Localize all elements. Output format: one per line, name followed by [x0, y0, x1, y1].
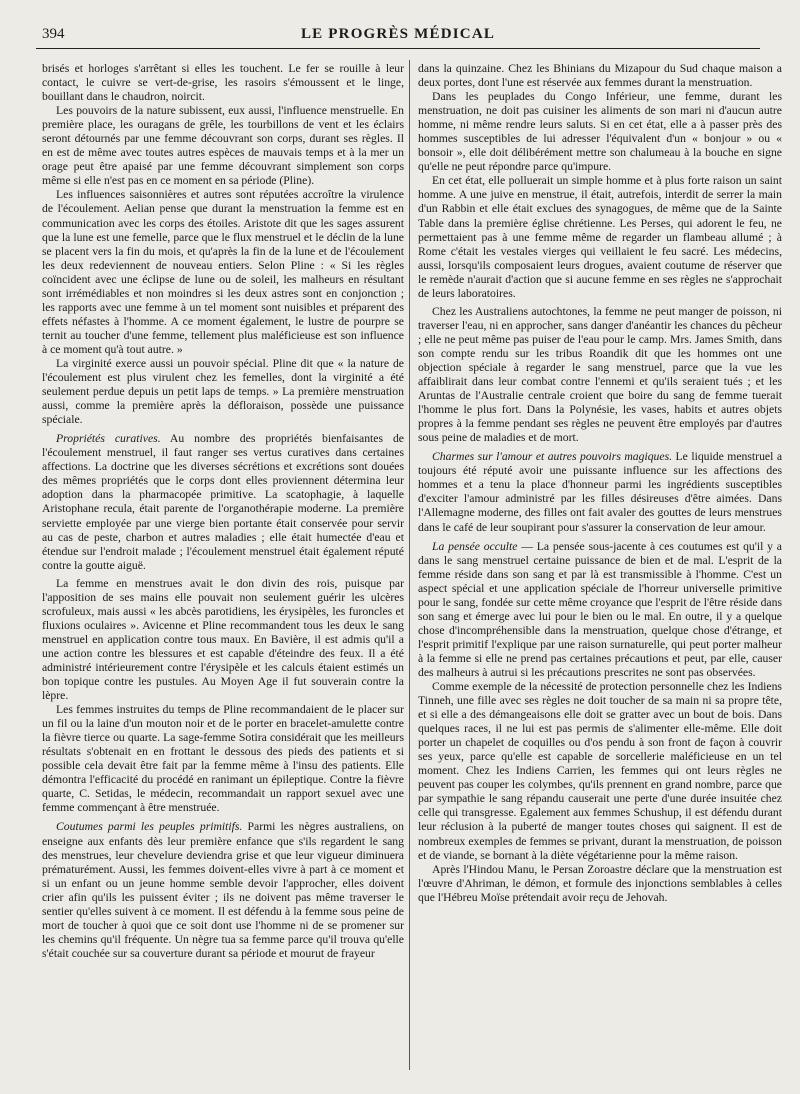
paragraph	[418, 90, 782, 174]
paragraph-text: Comme exemple de la nécessité de protection personnelle chez les Indiens Tinneh, une fille avec ses règles ne doit toucher de sa main ni sa propre tête, et si elle a des démangeaisons elle doit se gratter avec un bout de bois. Dans quelques races, il ne lui est pas permis de s'alimenter elle-même. Elle doit porter un chapelet de coquilles ou d'os pendu à son front de façon à couvrir ses yeux, parce qu'elle est capable de sorcellerie maléficieuse en un tel moment. Chez les Indiens Carrien, les femmes qui ont leurs règles ne peuvent pas couper les colymbes, qu'ils prennent en grand nombre, parce que par sympathie le sang répandu causerait une perte d'une durée insuitée chez celle qui transgresse. Egalement aux femmes Schushup, il est défendu durant leur réclusion à la puberté de manger toutes choses qui saignent. Il est de nombreux exemples de femmes se privant, durant la menstruation, de poisson et de viande, se bornant à la diète végétarienne pour la même raison.	[418, 680, 782, 862]
paragraph-text: brisés et horloges s'arrêtant si elles les touchent. Le fer se rouille à leur contact, le cuivre se vert-de-grise, les rasoirs s'émoussent et le linge, bouillant dans le chaudron, noircit.	[42, 62, 404, 104]
paragraph-text: Le liquide menstruel a toujours été réputé avoir une puissante influence sur les affections des hommes et a tenu la place d'honneur parmi les ingrédients susceptibles d'exciter l'amour administré par les filles désireuses d'être aimées. Dans l'Allemagne moderne, des filles ont fait avaler des gouttes de leurs menstrues dans le café de leur soupirant pour s'assurer la conservation de leur amour.	[418, 450, 783, 534]
paragraph	[418, 305, 782, 445]
paragraph	[418, 680, 782, 863]
header-rule	[36, 48, 760, 49]
paragraph	[42, 188, 404, 357]
paragraph	[42, 820, 404, 960]
paragraph-text: Les pouvoirs de la nature subissent, eux aussi, l'influence menstruelle. En première place, les ouragans de grêle, les tourbillons de vent et les éclairs seront détournés par une femme découvrant son corps, durant ses règles. Il en est de même avec toutes autres espèces de mauvais temps et à la mer un orage peut être apaisé par une femme découvrant simplement son corps même si elle n'est pas en ce moment en sa période (Pline).	[42, 104, 404, 188]
paragraph-text: Les influences saisonnières et autres sont réputées accroître la virulence de l'écoulement. Aelian pense que durant la menstruation la femme est en communication avec les corps des étoiles. Aristote dit que les sages assurent que la lune est une femelle, parce que le flux menstruel et le déclin de la lune se placent vers la fin du mois, et qu'après la fin de la lune et de l'écoulement les deux redeviennent de nouveau entiers. Selon Pline : « Si les règles coïncident avec une éclipse de lune ou de soleil, les malheurs en résultant sont irrémédiables et non moindres si les deux astres sont en conjonction ; les rapports avec une femme à un tel moment sont nuisibles et préparent des effets néfastes à l'homme. A ce moment également, le lustre de pourpre se ternit au toucher d'une femme, tellement plus maléficieuse est son influence à ce moment qu'à tout autre. »	[42, 188, 404, 356]
paragraph-text: Après l'Hindou Manu, le Persan Zoroastre déclare que la menstruation est l'œuvre d'Ahriman, le démon, et formule des injonctions semblables à celles que l'Hébreu Moïse prétendait avoir reçu de Jehovah.	[418, 862, 782, 904]
running-header	[36, 26, 760, 46]
paragraph	[418, 450, 782, 534]
paragraph	[42, 432, 404, 572]
column-divider	[409, 60, 410, 1070]
paragraph-text: Au nombre des propriétés bienfaisantes de l'écoulement menstruel, il faut ranger ses vertus curatives dans certaines affections. La doctrine que les diverses sécrétions et excrétions sont douées des mêmes propriétés que le corps dont elles proviennent détermina leur adoption dans la pharmacopée primitive. La scatophagie, à laquelle Aristophane recula, était parente de l'organothérapie moderne. La première serviette employée par une vierge bien portante était conservée pour servir au cas de peste, charbon et autres maladies ; elle était humectée d'eau et étendue sur l'endroit malade ; l'écoulement menstruel était également réputé contre la goutte aiguë.	[42, 432, 404, 572]
paragraph-text: Parmi les nègres australiens, on enseigne aux enfants dès leur première enfance que s'ils regardent le sang des menstrues, leur chevelure deviendra grise et que leur vigueur diminuera prématurément. Aussi, les femmes doivent-elles vivre à part à ce moment et si un enfant ou un jeune homme semble devoir l'approcher, elles doivent crier afin qu'ils les puissent éviter ; ils ne doivent pas même traverser le sentier qu'elles suivent à ce moment. Il est défendu à la femme sous peine de mort de toucher à quoi que ce soit dont use l'homme ni de se promener sur les chemins qu'il fréquente. Un nègre tua sa femme parce qu'il trouva qu'elle s'était couchée sur sa couverture durant sa période et mourut de frayeur	[42, 820, 404, 960]
section-heading: Charmes sur l'amour et autres pouvoirs magiques.	[432, 450, 673, 464]
paragraph	[418, 174, 782, 300]
paragraph-text: En cet état, elle polluerait un simple homme et à plus forte raison un saint homme. A une juive en menstrue, il était, autrefois, interdit de serrer la main d'un Rabbin et elle était exclues des synagogues, de même que de la Sainte Table dans la première église chrétienne. Les Perses, qui adorent le feu, ne permettaient pas à une femme même de regarder un flambeau allumé ; à Rome c'était les vestales vierges qui veillaient le feu sacré. Les médecins, aussi, lorsqu'ils composaient leurs drogues, avaient coutume de réserver que le remède n'aurait d'action que si aucune femme en ses règles ne s'approchait de leurs laboratoires.	[418, 174, 782, 300]
paragraph-text: La femme en menstrues avait le don divin des rois, puisque par l'apposition de ses mains elle pouvait non seulement guérir les ulcères scrofuleux, mais aussi « les abcès parotidiens, les érysipèles, les furoncles et fluxions oculaires ». Avicenne et Pline recommandent tous les deux le sang menstruel en application contre tous maux. En Bavière, il est admis qu'il a une action contre les blessures et est capable d'éteindre des feux. Il a été administré intérieurement contre l'érysipèle et les calculs étaient estimés un bon topique contre les pustules. Au Moyen Age il fut souverain contre la lèpre.	[42, 576, 404, 703]
paragraph	[42, 62, 404, 104]
paragraph-text: dans la quinzaine. Chez les Bhinians du Mizapour du Sud chaque maison a deux portes, dont l'une est réservée aux femmes durant la menstruation.	[418, 62, 782, 90]
paragraph	[42, 357, 404, 427]
section-heading: La pensée occulte	[432, 539, 518, 553]
paragraph	[418, 62, 782, 90]
section-heading: Coutumes parmi les peuples primitifs.	[56, 820, 243, 834]
paragraph	[418, 540, 782, 680]
paragraph	[42, 104, 404, 188]
right-column	[418, 62, 782, 905]
page-number: 394	[42, 26, 65, 42]
journal-title: LE PROGRÈS MÉDICAL	[300, 26, 496, 42]
paragraph-text: La virginité exerce aussi un pouvoir spécial. Pline dit que « la nature de l'écoulement est plus virulent chez les femelles, dont la virginité a été seulement perdue depuis un petit laps de temps. » La première menstruation aussi, comme la première après la défloraison, possède une puissance spéciale.	[42, 356, 404, 427]
paragraph-text: Les femmes instruites du temps de Pline recommandaient de le placer sur un fil ou la laine d'un mouton noir et de le porter en bracelet-amulette contre la fièvre tierce ou quarte. La sage-femme Sotira considérait que les meilleurs résultats s'obtenait en en frottant le dessous des pieds des patients et si possible cela devait être fait par la femme même à l'insu des patients. Elle démontra l'efficacité du procédé en ranimant un épileptique. Contre la fièvre quarte, C. Setidas, le médecin, recommandait un rapport sexuel avec une femme commençant à être menstruée.	[42, 703, 404, 815]
paragraph	[418, 863, 782, 905]
paragraph	[42, 703, 404, 815]
paragraph-text: Dans les peuplades du Congo Inférieur, une femme, durant les menstruation, ne doit pas cuisiner les aliments de son mari ni d'aucun autre homme, ni même rendre leurs saluts. Si en cet état, elle a à passer près des hommes susceptibles de lui adresser l'équivalent d'un « bonjour » ou « bonsoir », elle doit délibérément mettre son chalumeau à la bouche en signe qu'elle ne peut répondre parce qu'impure.	[418, 90, 782, 174]
paragraph-text: Chez les Australiens autochtones, la femme ne peut manger de poisson, ni traverser l'eau, ni en approcher, sans danger d'anéantir les chances du pêcheur ; elle ne peut même pas puiser de l'eau pour le camp. Mrs. James Smith, dans son compte rendu sur les tribus Roandik dit que les hommes ont une objection spéciale à regarder le sang menstruel, parce que la vue les affaiblirait dans leur combat contre l'ennemi et qu'ils seraient tués ; et les Aruntas de l'Australie centrale croient que boire du sang de femme tuerait l'homme le plus fort. Dans la Polynésie, les vases, habits et autres objets propres à la femme pendant ses règles ne peuvent être employés par d'autres sous peine de maladies et de mort.	[418, 304, 782, 445]
paragraph	[42, 577, 404, 703]
left-column	[42, 62, 404, 961]
paragraph-text: — La pensée sous-jacente à ces coutumes est qu'il y a dans le sang menstruel certaine puissance de bien et de mal. L'esprit de la femme réside dans son sang et par là est transmissible à l'homme. C'est un aspect spécial et une application spéciale de l'horreur universelle primitive pour le sang, fondée sur cette même croyance que l'esprit de l'être réside dans son sang et émerge avec lui pour le bien ou le mal. En outre, il y a quelque chose d'incompréhensible dans la menstruation, quelque chose d'étrange, et l'esprit primitif l'explique par une raison surnaturelle, qui peut porter malheur à la femme si elle ne prend pas certaines précautions et peut, par elle, causer des malheurs à autrui si les précautions prescrites ne sont pas observées.	[418, 539, 782, 679]
section-heading: Propriétés curatives.	[56, 432, 161, 446]
